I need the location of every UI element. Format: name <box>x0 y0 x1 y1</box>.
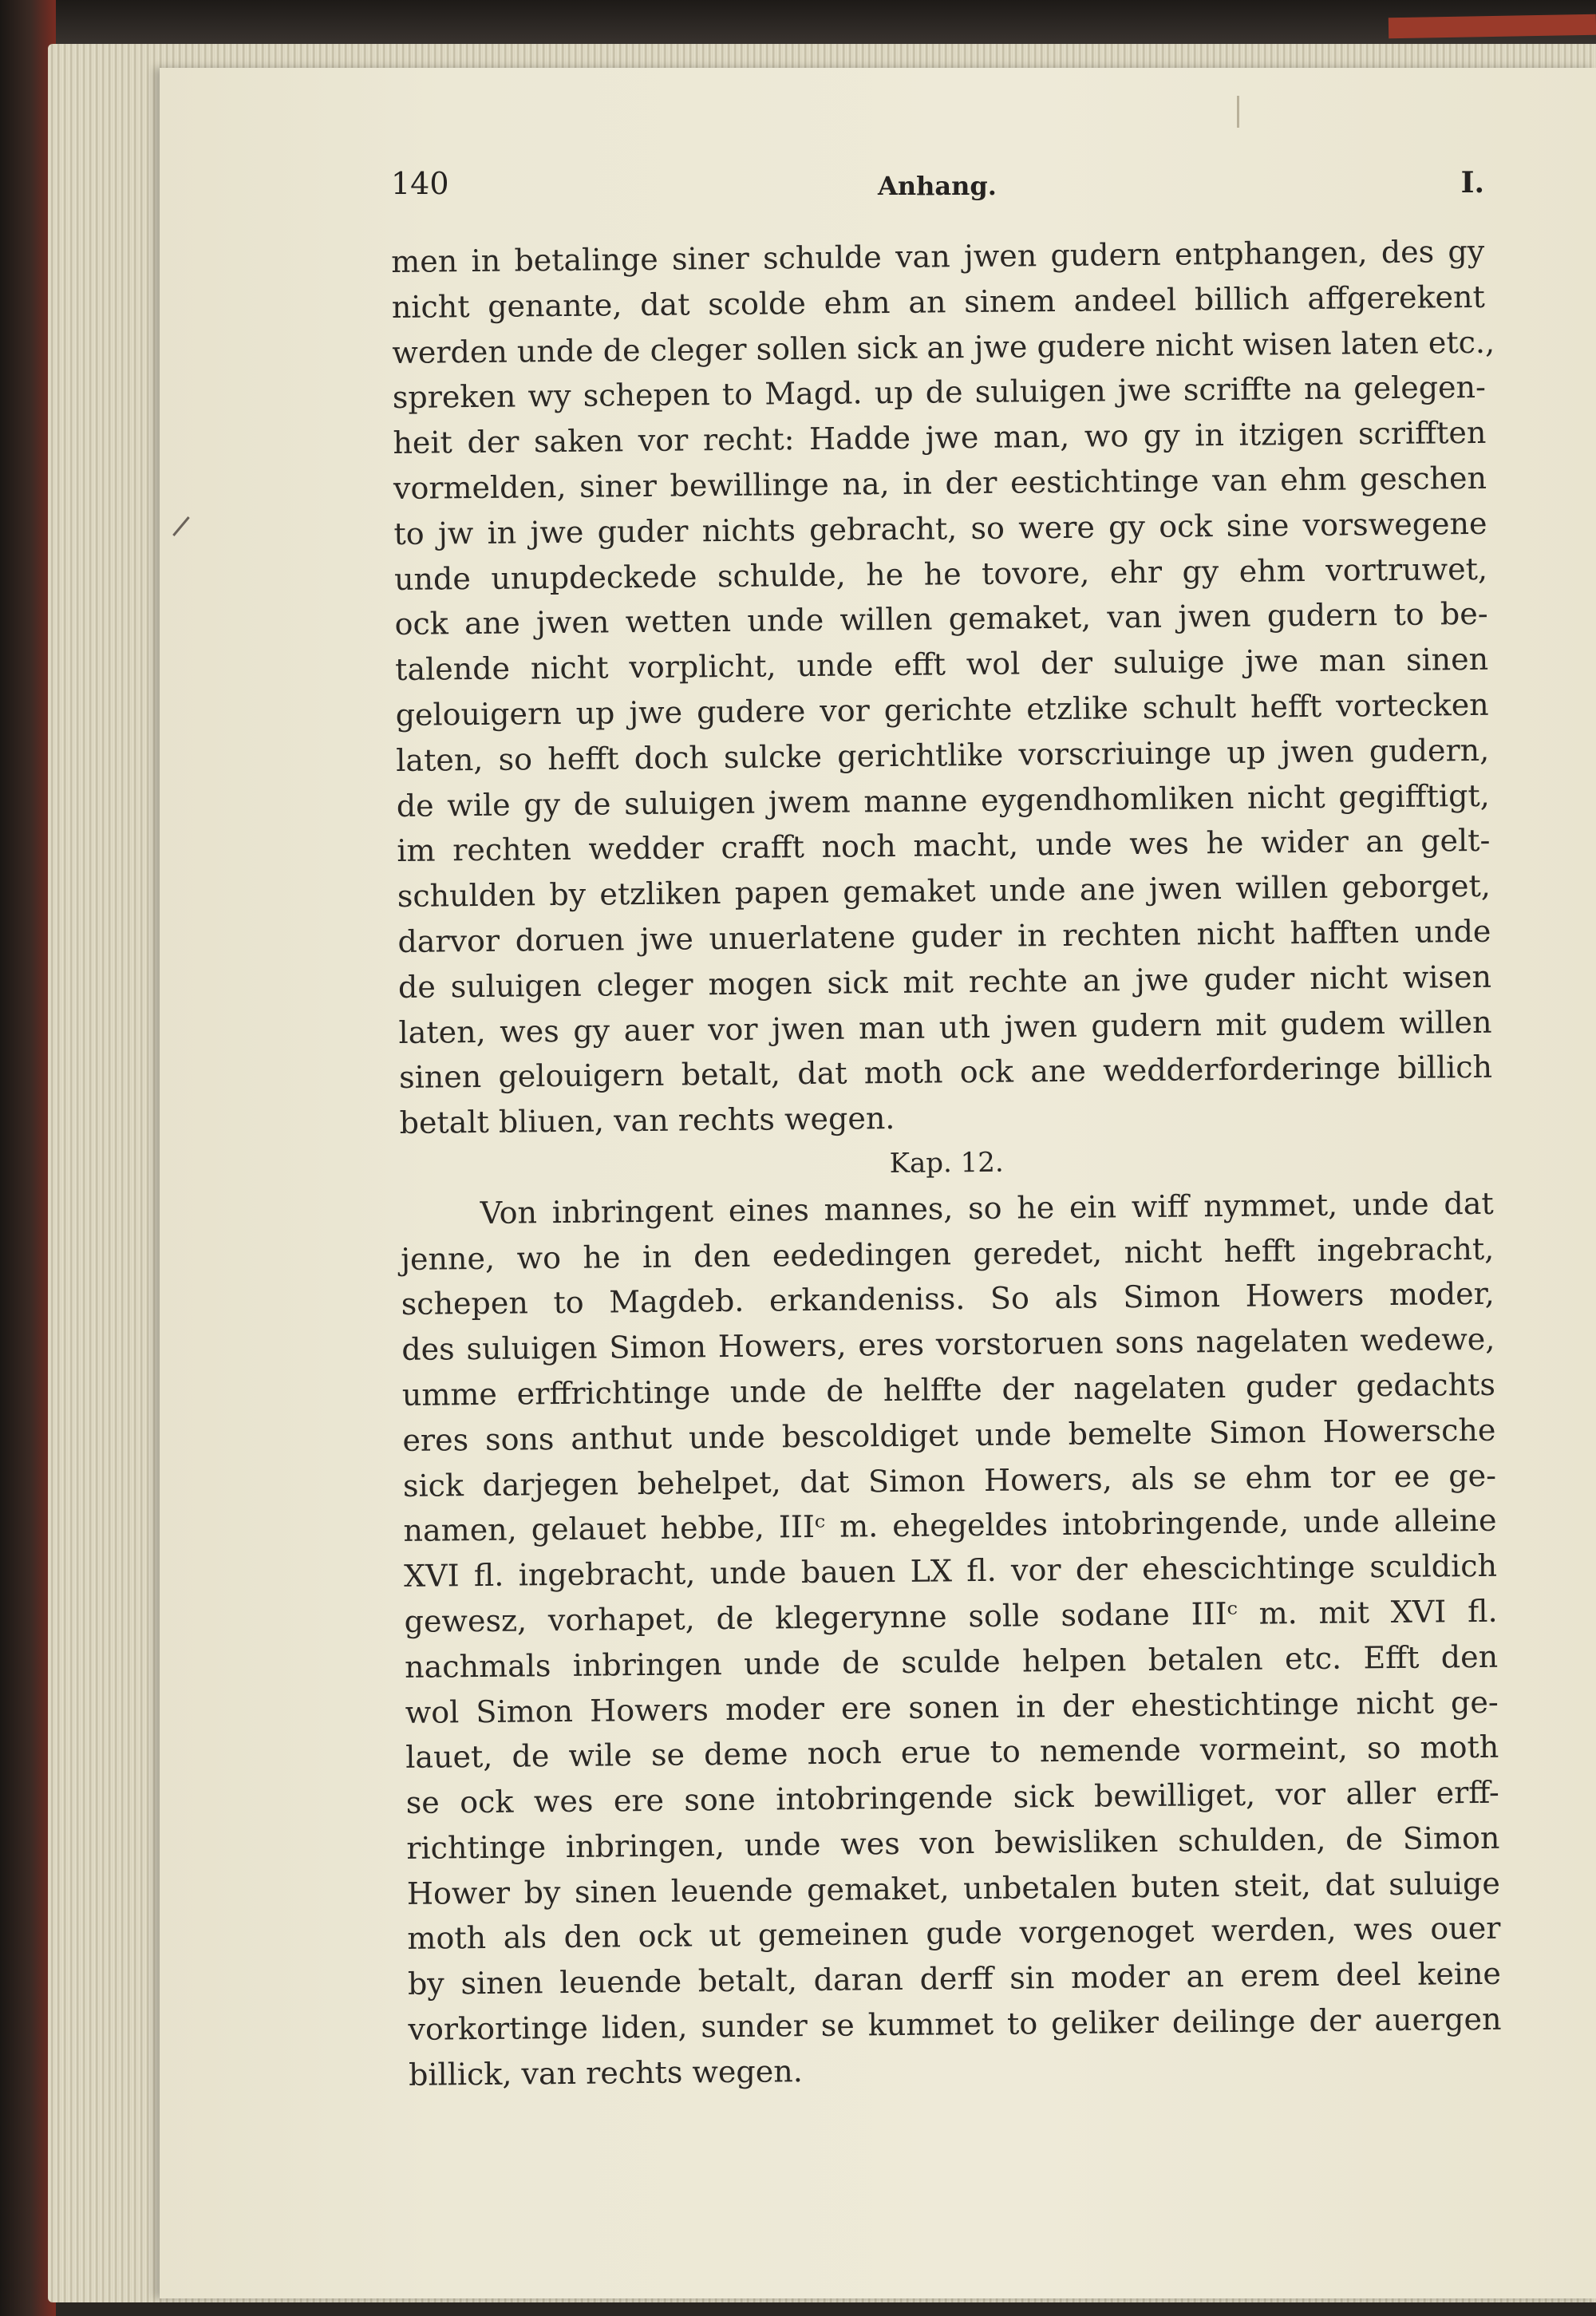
text-line: Hower by sinen leuende gemaket, unbetalen buten steit, dat suluige <box>406 1865 1501 1911</box>
paper-mark <box>1237 96 1239 128</box>
paragraph-1 <box>391 229 1493 1146</box>
text-line: spreken wy schepen to Magd. up de suluigen jwe scriffte na gelegen- <box>392 370 1487 416</box>
text-line: moth als den ock ut gemeinen gude vorgenoget werden, wes ouer <box>407 1911 1501 1957</box>
text-line: eres sons anthut unde bescoldiget unde bemelte Simon Howersche <box>402 1412 1496 1458</box>
text-line: se ock wes ere sone intobringende sick bewilliget, vor aller erff- <box>405 1774 1499 1821</box>
text-line: Von inbringent eines mannes, so he ein wiff nymmet, unde dat <box>480 1185 1494 1231</box>
text-line: im rechten wedder crafft noch macht, unde wes he wider an gelt- <box>397 823 1491 869</box>
text-line: umme erffrichtinge unde de helffte der nagelaten guder gedachts <box>401 1366 1496 1413</box>
text-line: billick, van rechts wegen. <box>408 2053 803 2093</box>
text-line: nachmals inbringen unde de sculde helpen betalen etc. Efft den <box>404 1638 1499 1685</box>
header-title: Anhang. <box>878 171 997 201</box>
running-header <box>391 166 1484 214</box>
paragraph-2 <box>400 1181 1502 2098</box>
text-line: heit der saken vor recht: Hadde jwe man, wo gy in itzigen scrifften <box>393 415 1487 461</box>
text-line: laten, wes gy auer vor jwen man uth jwen gudern mit gudem willen <box>398 1004 1492 1050</box>
text-line: vormelden, siner bewillinge na, in der eestichtinge van ehm geschen <box>393 460 1487 506</box>
book-cover-corner <box>1389 14 1596 39</box>
text-line: lauet, de wile se deme noch erue to nemende vormeint, so moth <box>405 1729 1499 1776</box>
text-line: nicht genante, dat scolde ehm an sinem andeel billich affgerekent <box>391 279 1485 325</box>
chapter-heading: Kap. 12. <box>889 1146 1004 1180</box>
text-line: talende nicht vorplicht, unde efft wol der suluige jwe man sinen <box>394 641 1489 688</box>
text-line: schepen to Magdeb. erkandeniss. So als Simon Howers moder, <box>401 1276 1495 1322</box>
text-line: gewesz, vorhapet, de klegerynne solle sodane IIIᶜ m. mit XVI fl. <box>404 1593 1498 1639</box>
text-line: wol Simon Howers moder ere sonen in der ehestichtinge nicht ge- <box>405 1684 1499 1730</box>
text-line: to jw in jwe guder nichts gebracht, so were gy ock sine vorswegene <box>393 505 1487 551</box>
text-line: de suluigen cleger mogen sick mit rechte an jwe guder nicht wisen <box>397 958 1492 1005</box>
text-line: betalt bliuen, van rechts wegen. <box>399 1101 895 1141</box>
text-line: unde unupdeckede schulde, he he tovore, ehr gy ehm vortruwet, <box>393 551 1488 597</box>
text-line: schulden by etzliken papen gemaket unde ane jwen willen geborget, <box>397 868 1491 915</box>
text-line: darvor doruen jwe unuerlatene guder in rechten nicht hafften unde <box>397 913 1491 959</box>
text-line: laten, so hefft doch sulcke gerichtlike vorscriuinge up jwen gudern, <box>396 732 1490 778</box>
text-line: richtinge inbringen, unde wes von bewisliken schulden, de Simon <box>406 1820 1500 1866</box>
text-line: vorkortinge liden, sunder se kummet to geliker deilinge der auergen <box>408 2001 1502 2047</box>
text-line: ock ane jwen wetten unde willen gemaket, van jwen gudern to be- <box>394 596 1488 642</box>
text-line: by sinen leuende betalt, daran derff sin moder an erem deel keine <box>407 1956 1502 2002</box>
text-line: XVI fl. ingebracht, unde bauen LX fl. vor der ehescichtinge sculdich <box>403 1547 1498 1595</box>
text-line: namen, gelauet hebbe, IIIᶜ m. ehegeldes intobringende, unde alleine <box>403 1503 1497 1549</box>
text-line: gelouigern up jwe gudere vor gerichte etzlike schult hefft vortecken <box>395 686 1489 733</box>
page-number: 140 <box>391 166 449 201</box>
text-line: sinen gelouigern betalt, dat moth ock ane wedderforderinge billich <box>398 1049 1493 1096</box>
text-line: des suluigen Simon Howers, eres vorstoruen sons nagelaten wedewe, <box>401 1321 1495 1368</box>
section-number: I. <box>1460 166 1484 200</box>
text-line: de wile gy de suluigen jwem manne eygendhomliken nicht gegifftigt, <box>396 777 1490 824</box>
page-body <box>391 229 1502 2098</box>
text-line: sick darjegen behelpet, dat Simon Howers, als se ehm tor ee ge- <box>402 1457 1497 1504</box>
text-line: men in betalinge siner schulde van jwen gudern entphangen, des gy <box>391 233 1485 279</box>
book-cover-top <box>0 0 1596 48</box>
text-line: jenne, wo he in den eededingen geredet, nicht hefft ingebracht, <box>401 1231 1495 1277</box>
text-line: werden unde de cleger sollen sick an jwe gudere nicht wisen laten etc., <box>392 324 1495 370</box>
